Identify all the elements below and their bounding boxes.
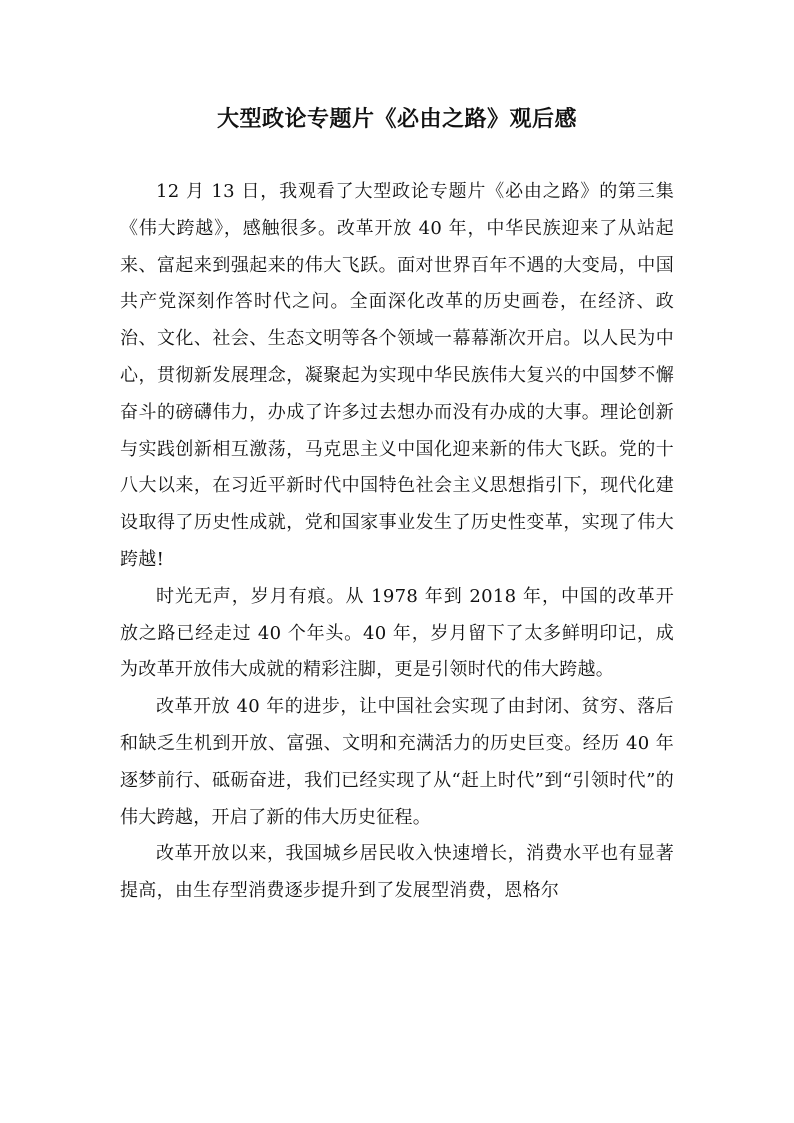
paragraph-1: 12 月 13 日，我观看了大型政论专题片《必由之路》的第三集《伟大跨越》，感触很多。改革开放 40 年，中华民族迎来了从站起来、富起来到强起来的伟大飞跃。面对世界百年不遇的大变局，中国共产党深刻作答时代之问。全面深化改革的历史画卷，在经济、政治、文化、社会、生态文明等各个领域一幕幕渐次开启。以人民为中心，贯彻新发展理念，凝聚起为实现中华民族伟大复兴的中国梦不懈奋斗的磅礴伟力，办成了许多过去想办而没有办成的大事。理论创新与实践创新相互激荡，马克思主义中国化迎来新的伟大飞跃。党的十八大以来，在习近平新时代中国特色社会主义思想指引下，现代化建设取得了历史性成就，党和国家事业发生了历史性变革，实现了伟大跨越! bbox=[120, 181, 674, 570]
document-title: 大型政论专题片《必由之路》观后感 bbox=[216, 107, 577, 132]
paragraph-3: 改革开放 40 年的进步，让中国社会实现了由封闭、贫穷、落后和缺乏生机到开放、富强、文明和充满活力的历史巨变。经历 40 年逐梦前行、砥砺奋进，我们已经实现了从“赶上时代”到“引领时代”的伟大跨越，开启了新的伟大历史征程。 bbox=[120, 696, 674, 828]
paragraph-4: 改革开放以来，我国城乡居民收入快速增长，消费水平也有显著提高，由生存型消费逐步提升到了发展型消费，恩格尔 bbox=[120, 843, 674, 902]
document-body bbox=[120, 174, 674, 910]
paragraph-2: 时光无声，岁月有痕。从 1978 年到 2018 年，中国的改革开放之路已经走过 40 个年头。40 年，岁月留下了太多鲜明印记，成为改革开放伟大成就的精彩注脚，更是引领时代的伟大跨越。 bbox=[120, 585, 674, 681]
